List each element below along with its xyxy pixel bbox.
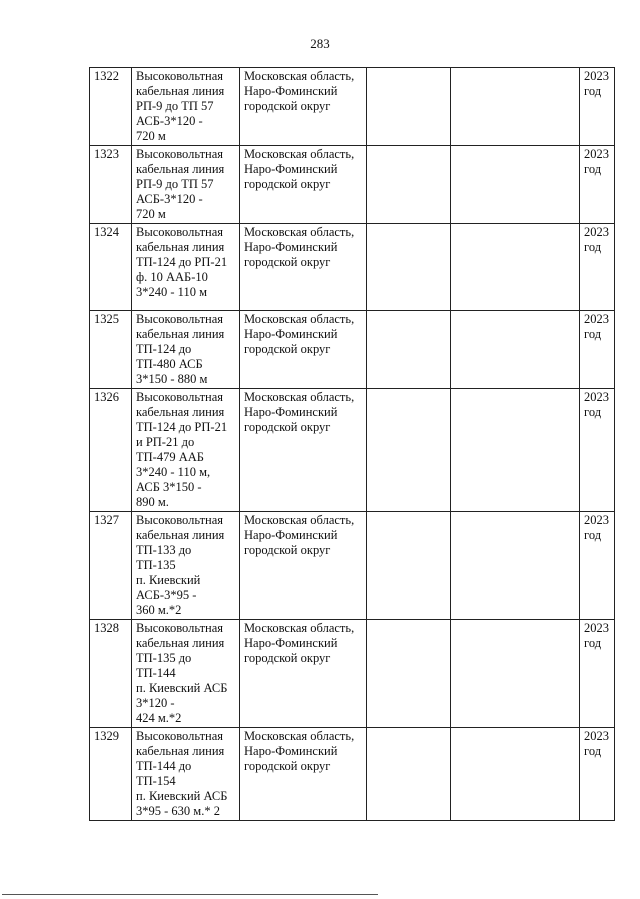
- empty-cell: [367, 728, 451, 821]
- scan-edge-line: [2, 894, 378, 895]
- location-cell: Московская область, Наро-Фоминский городской округ: [240, 512, 367, 620]
- location-cell: Московская область, Наро-Фоминский городской округ: [240, 224, 367, 311]
- table-row: [90, 68, 615, 146]
- registry-table: [89, 67, 615, 821]
- empty-cell: [451, 311, 580, 389]
- empty-cell: [451, 512, 580, 620]
- row-number-cell: 1323: [90, 146, 132, 224]
- object-name-cell: Высоковольтная кабельная линия ТП-124 до ТП-480 АСБ 3*150 - 880 м: [132, 311, 240, 389]
- year-cell: 2023 год: [580, 68, 615, 146]
- location-cell: Московская область, Наро-Фоминский городской округ: [240, 389, 367, 512]
- year-cell: 2023 год: [580, 512, 615, 620]
- object-name-cell: Высоковольтная кабельная линия ТП-133 до ТП-135 п. Киевский АСБ-3*95 - 360 м.*2: [132, 512, 240, 620]
- empty-cell: [367, 311, 451, 389]
- year-cell: 2023 год: [580, 224, 615, 311]
- empty-cell: [451, 68, 580, 146]
- empty-cell: [367, 389, 451, 512]
- row-number-cell: 1322: [90, 68, 132, 146]
- empty-cell: [367, 68, 451, 146]
- empty-cell: [451, 620, 580, 728]
- empty-cell: [367, 224, 451, 311]
- row-number-cell: 1329: [90, 728, 132, 821]
- year-cell: 2023 год: [580, 620, 615, 728]
- table-row: [90, 224, 615, 311]
- object-name-cell: Высоковольтная кабельная линия ТП-135 до ТП-144 п. Киевский АСБ 3*120 - 424 м.*2: [132, 620, 240, 728]
- object-name-cell: Высоковольтная кабельная линия ТП-144 до ТП-154 п. Киевский АСБ 3*95 - 630 м.* 2: [132, 728, 240, 821]
- location-cell: Московская область, Наро-Фоминский городской округ: [240, 146, 367, 224]
- empty-cell: [451, 389, 580, 512]
- table-row: [90, 146, 615, 224]
- table-row: [90, 311, 615, 389]
- empty-cell: [451, 224, 580, 311]
- object-name-cell: Высоковольтная кабельная линия ТП-124 до РП-21 ф. 10 ААБ-10 3*240 - 110 м: [132, 224, 240, 311]
- empty-cell: [451, 728, 580, 821]
- row-number-cell: 1325: [90, 311, 132, 389]
- row-number-cell: 1324: [90, 224, 132, 311]
- object-name-cell: Высоковольтная кабельная линия ТП-124 до РП-21 и РП-21 до ТП-479 ААБ 3*240 - 110 м, АСБ 3*150 - 890 м.: [132, 389, 240, 512]
- row-number-cell: 1327: [90, 512, 132, 620]
- location-cell: Московская область, Наро-Фоминский городской округ: [240, 311, 367, 389]
- year-cell: 2023 год: [580, 728, 615, 821]
- location-cell: Московская область, Наро-Фоминский городской округ: [240, 68, 367, 146]
- table-row: [90, 512, 615, 620]
- table-row: [90, 389, 615, 512]
- table-row: [90, 620, 615, 728]
- object-name-cell: Высоковольтная кабельная линия РП-9 до ТП 57 АСБ-3*120 - 720 м: [132, 68, 240, 146]
- page-number: 283: [310, 36, 330, 51]
- year-cell: 2023 год: [580, 311, 615, 389]
- row-number-cell: 1326: [90, 389, 132, 512]
- empty-cell: [367, 146, 451, 224]
- object-name-cell: Высоковольтная кабельная линия РП-9 до ТП 57 АСБ-3*120 - 720 м: [132, 146, 240, 224]
- row-number-cell: 1328: [90, 620, 132, 728]
- table-row: [90, 728, 615, 821]
- empty-cell: [451, 146, 580, 224]
- empty-cell: [367, 512, 451, 620]
- location-cell: Московская область, Наро-Фоминский городской округ: [240, 620, 367, 728]
- empty-cell: [367, 620, 451, 728]
- location-cell: Московская область, Наро-Фоминский городской округ: [240, 728, 367, 821]
- year-cell: 2023 год: [580, 389, 615, 512]
- year-cell: 2023 год: [580, 146, 615, 224]
